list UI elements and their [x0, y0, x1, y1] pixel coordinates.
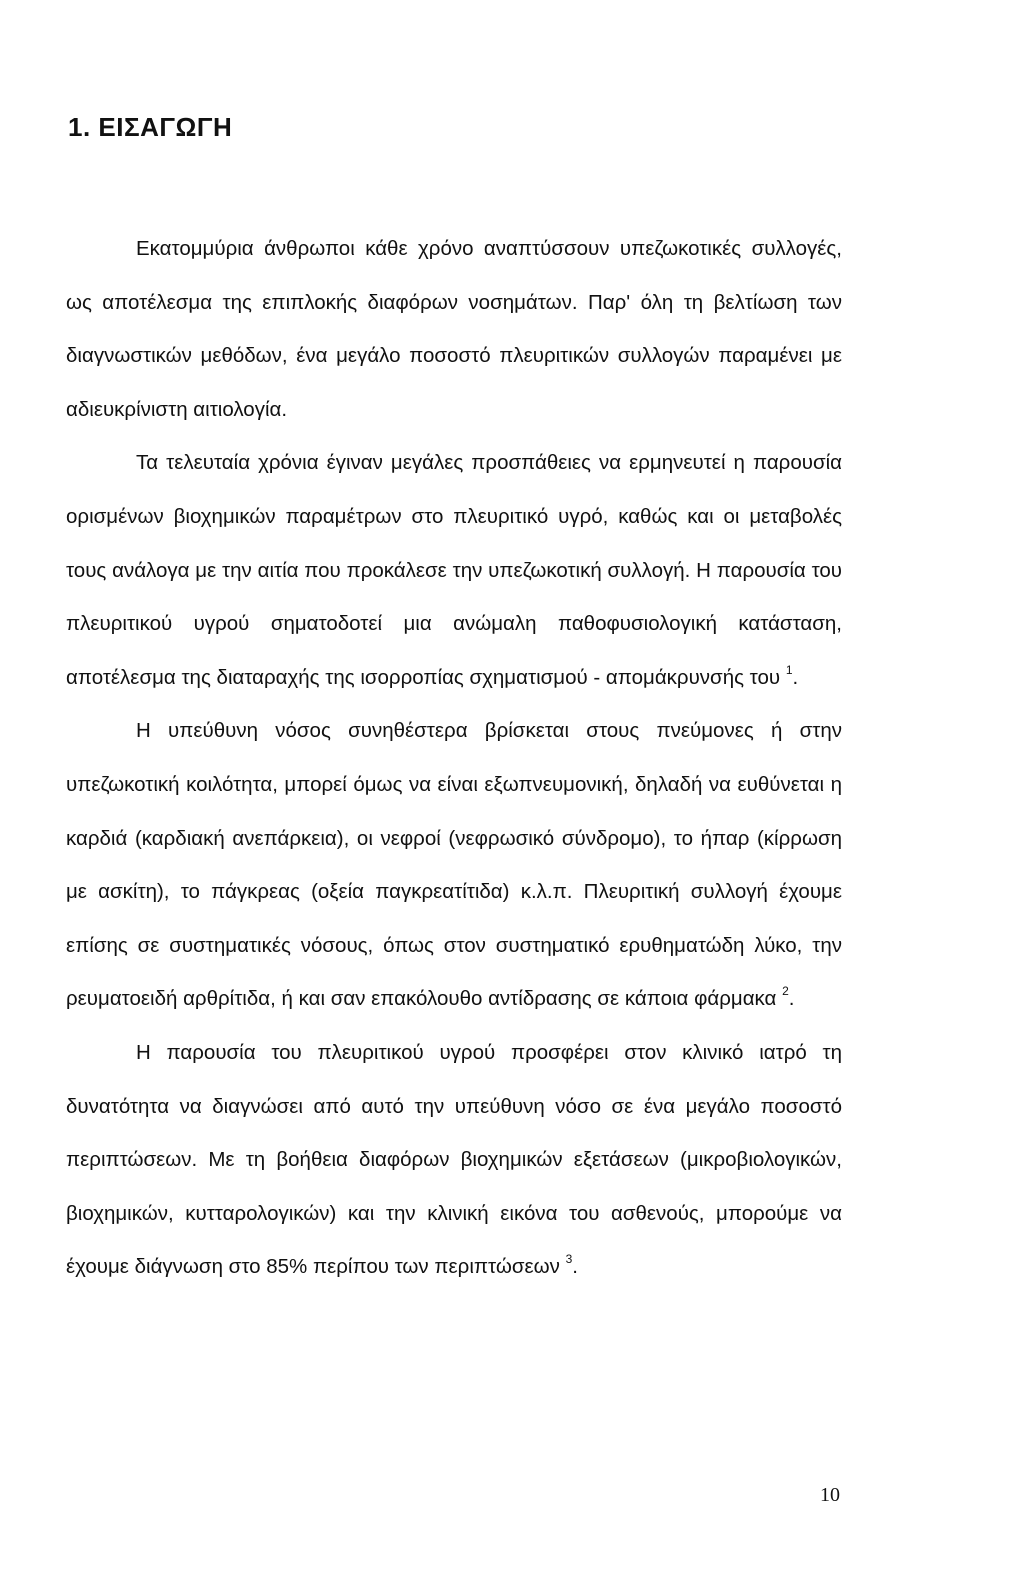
paragraph-2-text: Τα τελευταία χρόνια έγιναν μεγάλες προσπάθειες να ερμηνευτεί η παρουσία ορισμένων βιοχημικών παραμέτρων στο πλευριτικό υγρό, καθώς και οι μεταβολές τους ανάλογα με την αιτία που προκάλεσε την υπεζωκοτική συλλογή. Η παρουσία του πλευριτικού υγρού σηματοδοτεί μια ανώμαλη παθοφυσιολογική κατάσταση, αποτέλεσμα της διαταραχής της ισορροπίας σχηματισμού - απομάκρυνσής του	[66, 451, 842, 689]
reference-superscript-2: 2	[782, 984, 789, 999]
paragraph-2	[66, 436, 842, 704]
paragraph-4-text: Η παρουσία του πλευριτικού υγρού προσφέρει στον κλινικό ιατρό τη δυνατότητα να διαγνώσει από αυτό την υπεύθυνη νόσο σε ένα μεγάλο ποσοστό περιπτώσεων. Με τη βοήθεια διαφόρων βιοχημικών εξετάσεων (μικροβιολογικών, βιοχημικών, κυτταρολογικών) και την κλινική εικόνα του ασθενούς, μπορούμε να έχουμε διάγνωση στο 85% περίπου των περιπτώσεων	[66, 1040, 842, 1279]
paragraph-3	[66, 704, 842, 1026]
paragraph-3-text: Η υπεύθυνη νόσος συνηθέστερα βρίσκεται στους πνεύμονες ή στην υπεζωκοτική κοιλότητα, μπορεί όμως να είναι εξωπνευμονική, δηλαδή να ευθύνεται η καρδιά (καρδιακή ανεπάρκεια), οι νεφροί (νεφρωσικό σύνδρομο), το ήπαρ (κίρρωση με ασκίτη), το πάγκρεας (οξεία παγκρεατίτιδα) κ.λ.π. Πλευριτική συλλογή έχουμε επίσης σε συστηματικές νόσους, όπως στον συστηματικό ερυθηματώδη λύκο, την ρευματοειδή αρθρίτιδα, ή και σαν επακόλουθο αντίδρασης σε κάποια φάρμακα	[66, 719, 842, 1011]
page-number: 10	[820, 1484, 840, 1506]
paragraph-1	[66, 222, 842, 436]
paragraph-4	[66, 1026, 842, 1294]
paragraph-2-end: .	[792, 665, 799, 689]
paragraph-3-end: .	[788, 987, 795, 1011]
paragraph-4-end: .	[572, 1255, 578, 1279]
body-text	[66, 222, 842, 1294]
paragraph-1-text: Εκατομμύρια άνθρωποι κάθε χρόνο αναπτύσσουν υπεζωκοτικές συλλογές, ως αποτέλεσμα της επιπλοκής διαφόρων νοσημάτων. Παρ' όλη τη βελτίωση των διαγνωστικών μεθόδων, ένα μεγάλο ποσοστό πλευριτικών συλλογών παραμένει με αδιευκρίνιστη αιτιολογία.	[66, 237, 842, 421]
reference-superscript-3: 3	[565, 1252, 573, 1267]
section-heading: 1. ΕΙΣΑΓΩΓΗ	[68, 112, 233, 142]
reference-superscript-1: 1	[785, 662, 793, 677]
